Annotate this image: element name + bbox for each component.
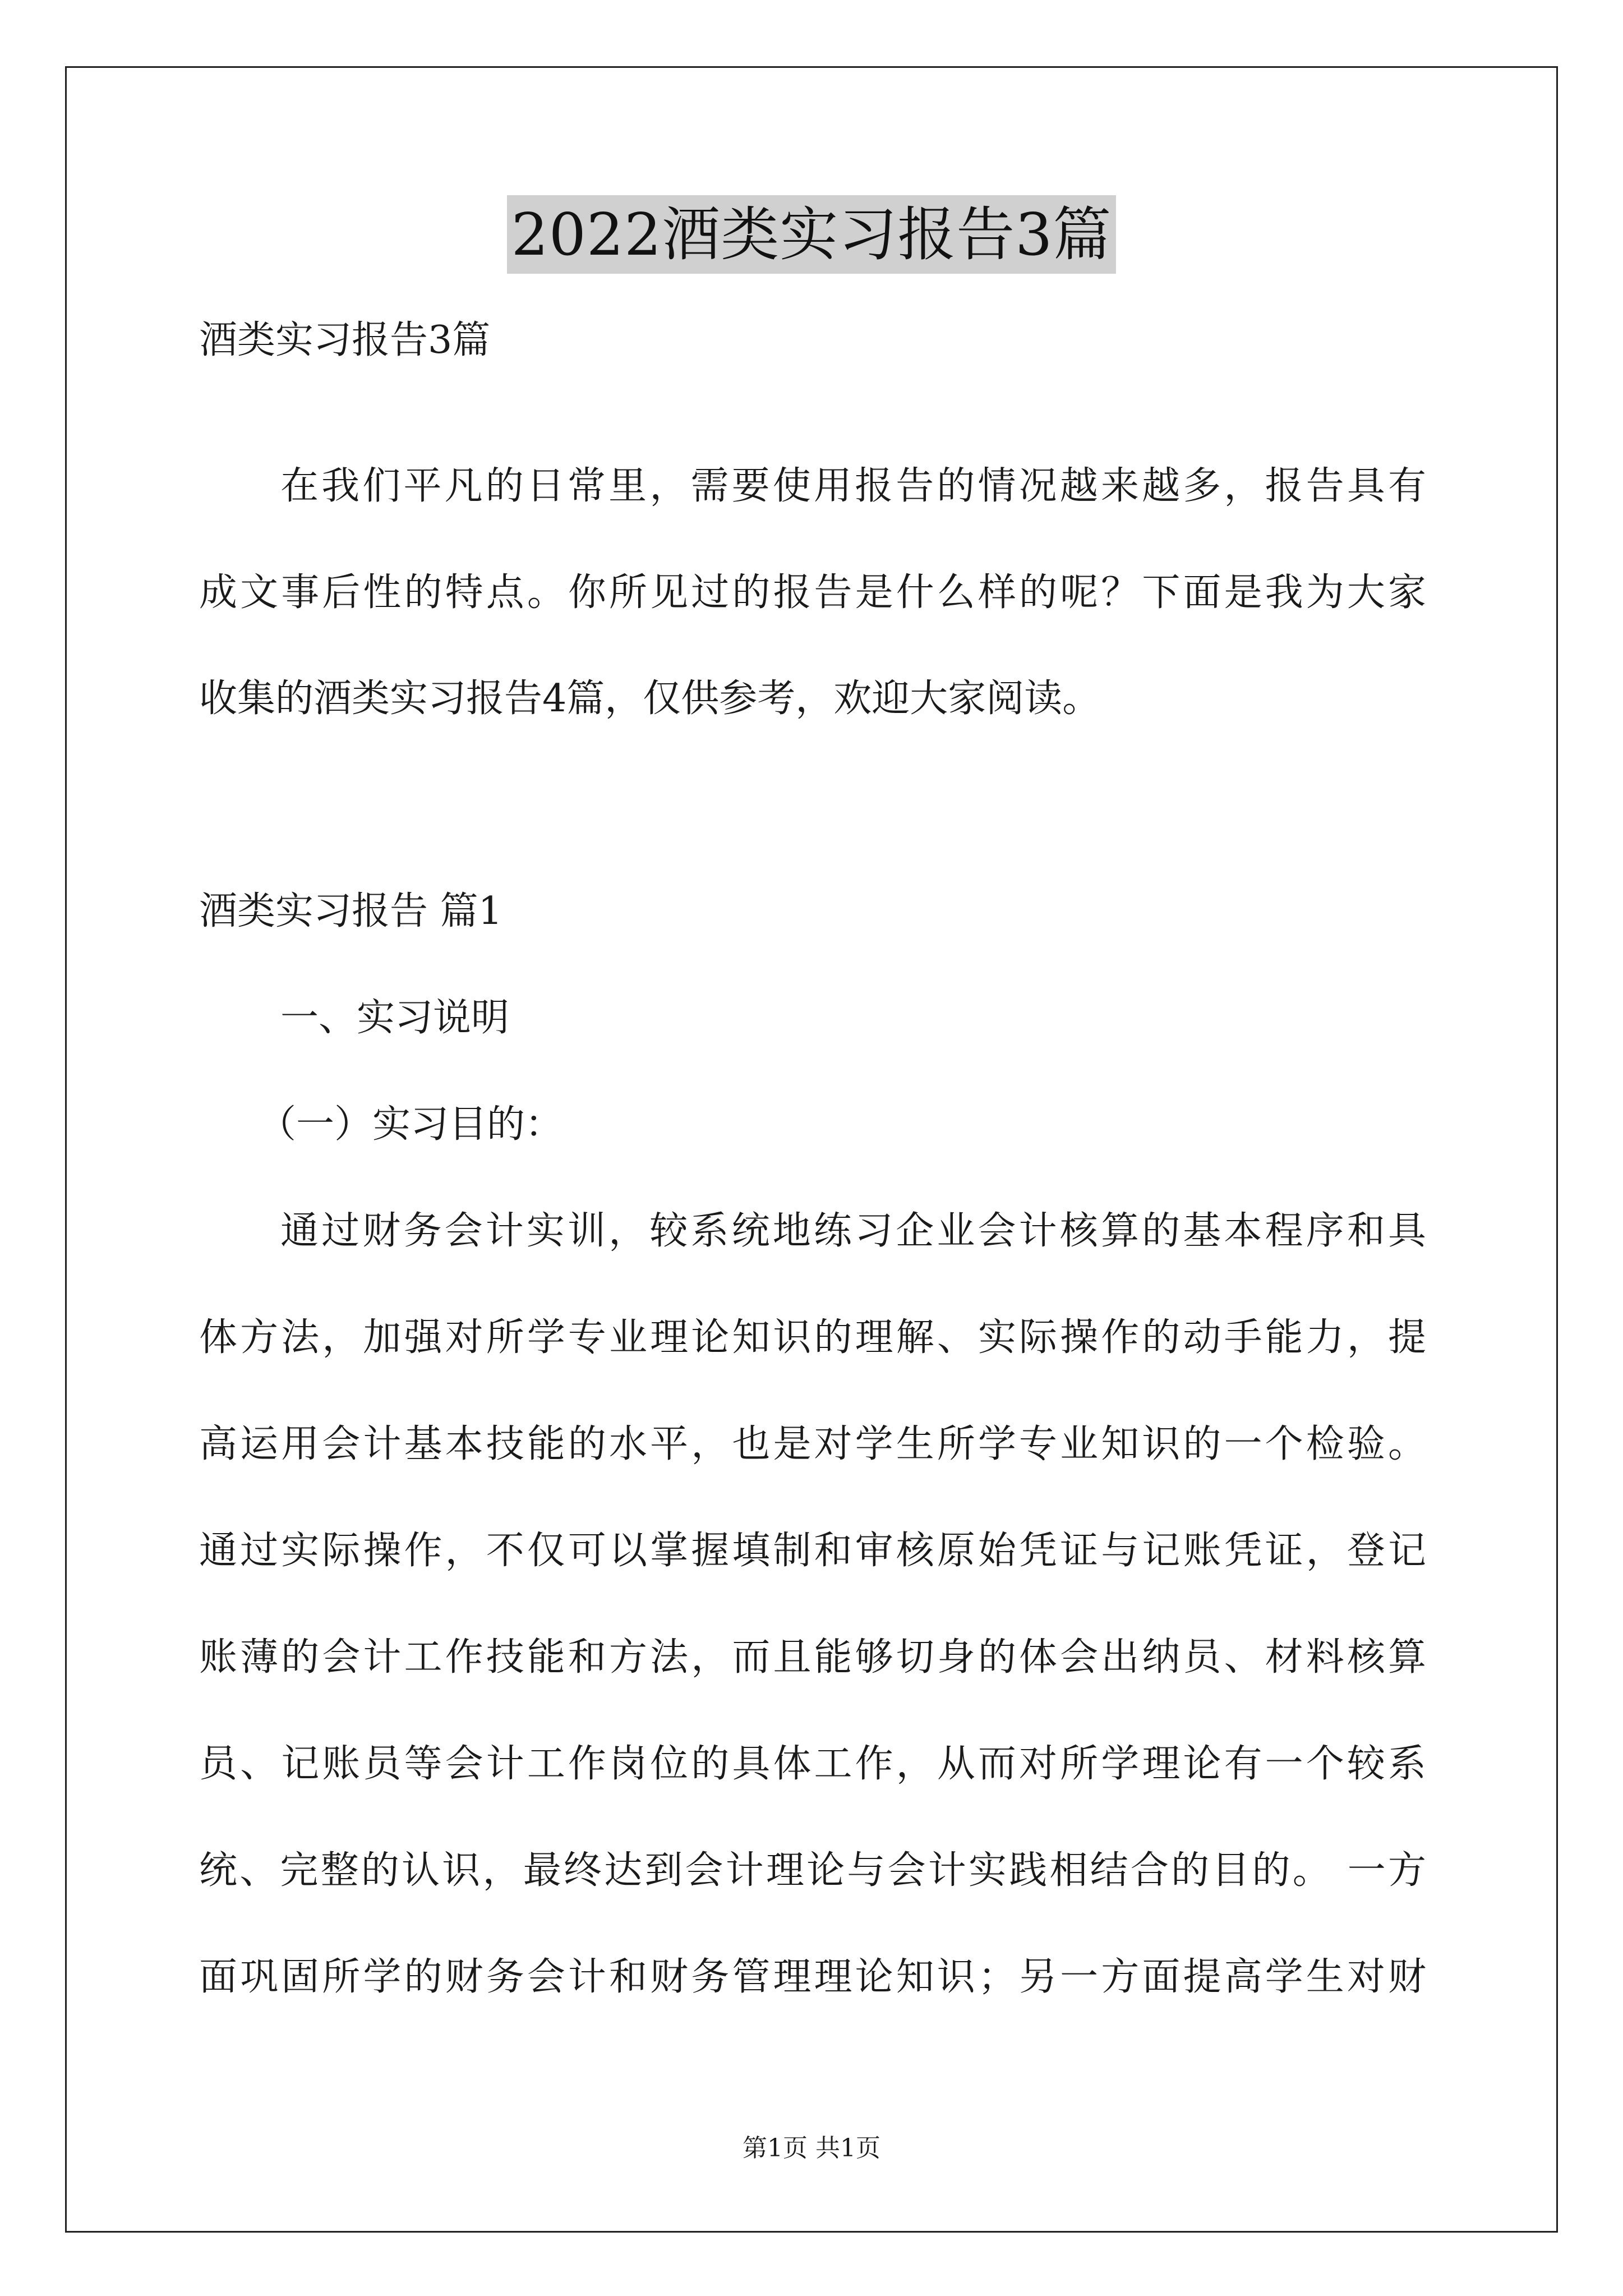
body-line-2: 体方法，加强对所学专业理论知识的理解、实际操作的动手能力，提: [199, 1315, 1426, 1360]
sub-heading: （一）实习目的：: [258, 1102, 564, 1147]
body-line-6: 员、记账员等会计工作岗位的具体工作，从而对所学理论有一个较系: [199, 1742, 1426, 1786]
body-line-4: 通过实际操作，不仅可以掌握填制和审核原始凭证与记账凭证，登记: [199, 1529, 1426, 1573]
section-heading: 酒类实习报告 篇1: [199, 889, 502, 933]
intro-line-2: 成文事后性的特点。你所见过的报告是什么样的呢？下面是我为大家: [199, 570, 1426, 615]
document-title: 2022酒类实习报告3篇: [507, 195, 1117, 274]
page-footer: 第1页 共1页: [743, 2134, 880, 2162]
document-subtitle: 酒类实习报告3篇: [199, 318, 491, 362]
part-heading: 一、实习说明: [280, 996, 510, 1040]
body-line-3: 高运用会计基本技能的水平，也是对学生所学专业知识的一个检验。: [199, 1422, 1426, 1466]
body-line-1: 通过财务会计实训，较系统地练习企业会计核算的基本程序和具: [280, 1209, 1426, 1253]
intro-line-1: 在我们平凡的日常里，需要使用报告的情况越来越多，报告具有: [280, 464, 1426, 508]
body-line-7: 统、完整的认识，最终达到会计理论与会计实践相结合的目的。 一方: [199, 1848, 1426, 1893]
intro-line-3: 收集的酒类实习报告4篇，仅供参考，欢迎大家阅读。: [199, 677, 1101, 721]
body-line-8: 面巩固所学的财务会计和财务管理理论知识；另一方面提高学生对财: [199, 1955, 1426, 1999]
body-line-5: 账薄的会计工作技能和方法，而且能够切身的体会出纳员、材料核算: [199, 1635, 1426, 1680]
title-container: [0, 195, 1623, 274]
